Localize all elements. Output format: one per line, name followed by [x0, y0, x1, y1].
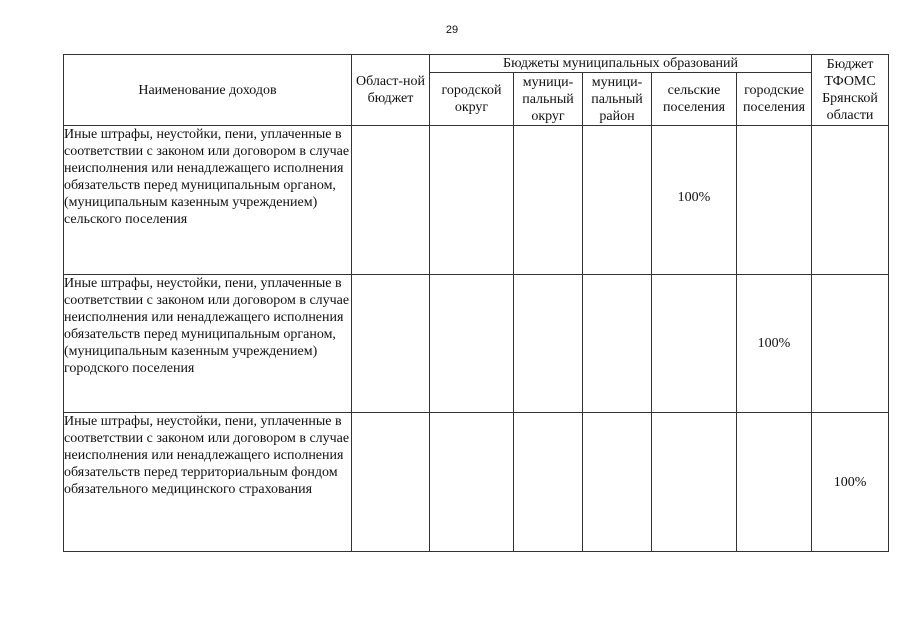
- cell-urban-district: [430, 126, 514, 275]
- header-tfoms-budget: Бюджет ТФОМС Брянской области: [812, 55, 889, 126]
- header-urban-district: городской округ: [430, 73, 514, 126]
- page-number: 29: [445, 24, 459, 36]
- cell-tfoms: [812, 126, 889, 275]
- cell-urban-settlements: [737, 126, 812, 275]
- cell-regional: [352, 275, 430, 413]
- table-row: [64, 413, 889, 552]
- header-income-name: Наименование доходов: [64, 55, 352, 126]
- header-municipal-raion: муници-пальный район: [583, 73, 652, 126]
- percent-value: 100%: [833, 474, 867, 490]
- cell-urban-district: [430, 413, 514, 552]
- cell-regional: [352, 126, 430, 275]
- row-income-name: Иные штрафы, неустойки, пени, уплаченные в соответствии с законом или договором в случае неисполнения или ненадлежащего исполнения обязательств перед муниципальным органом, (муниципальным казенным учреждением) городского поселения: [64, 275, 352, 413]
- cell-urban-district: [430, 275, 514, 413]
- cell-municipal-raion: [583, 126, 652, 275]
- cell-municipal-raion: [583, 413, 652, 552]
- cell-tfoms: [812, 275, 889, 413]
- header-rural-settlements: сельские поселения: [652, 73, 737, 126]
- header-urban-settlements: городские поселения: [737, 73, 812, 126]
- cell-regional: [352, 413, 430, 552]
- cell-tfoms: [812, 413, 889, 552]
- cell-municipal-okrug: [514, 413, 583, 552]
- cell-urban-settlements: [737, 413, 812, 552]
- cell-rural-settlements: [652, 126, 737, 275]
- table-row: [64, 126, 889, 275]
- header-municipal-okrug: муници-пальный округ: [514, 73, 583, 126]
- revenue-distribution-table: [63, 54, 889, 552]
- percent-value: 100%: [677, 189, 711, 205]
- header-regional-budget: Област-ной бюджет: [352, 55, 430, 126]
- cell-municipal-raion: [583, 275, 652, 413]
- cell-rural-settlements: [652, 413, 737, 552]
- table-header: [64, 55, 889, 126]
- header-municipal-budgets-group: Бюджеты муниципальных образований: [430, 55, 812, 73]
- cell-municipal-okrug: [514, 275, 583, 413]
- percent-value: 100%: [757, 336, 791, 351]
- row-income-name: Иные штрафы, неустойки, пени, уплаченные в соответствии с законом или договором в случае неисполнения или ненадлежащего исполнения обязательств перед муниципальным органом, (муниципальным казенным учреждением) сельского поселения: [64, 126, 352, 275]
- cell-rural-settlements: [652, 275, 737, 413]
- row-income-name: Иные штрафы, неустойки, пени, уплаченные в соответствии с законом или договором в случае неисполнения или ненадлежащего исполнения обязательств перед территориальным фондом обязательного медицинского страхования: [64, 413, 352, 552]
- cell-urban-settlements: [737, 275, 812, 413]
- table-row: [64, 275, 889, 413]
- cell-municipal-okrug: [514, 126, 583, 275]
